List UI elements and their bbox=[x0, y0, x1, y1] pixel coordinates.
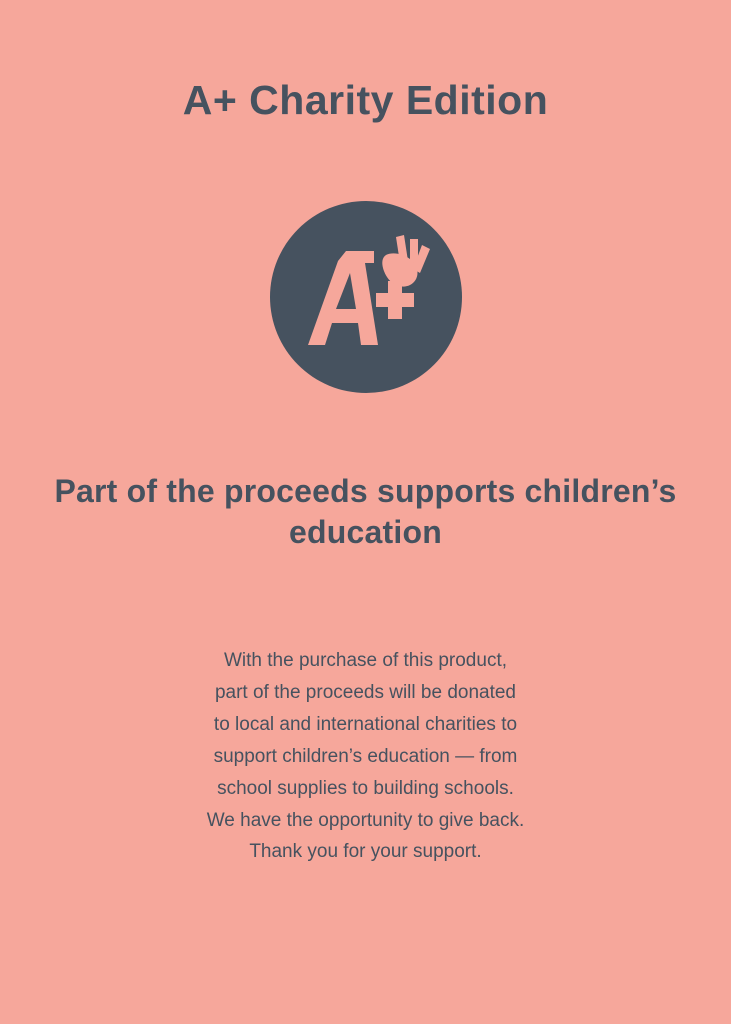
a-plus-circle-logo-icon bbox=[268, 199, 464, 395]
body-line: school supplies to building schools. bbox=[217, 777, 514, 799]
body-line: part of the proceeds will be donated bbox=[214, 681, 516, 703]
body-line: With the purchase of this product, bbox=[223, 650, 508, 671]
headline-line-2: supports children’s education bbox=[289, 473, 677, 551]
body-line: to local and international charities to bbox=[213, 713, 518, 735]
headline-line-1: Part of the proceeds bbox=[54, 473, 368, 510]
body-line: Thank you for your support. bbox=[249, 841, 482, 863]
body-line: support children’s education — from bbox=[213, 745, 518, 767]
body-line: We have the opportunity to give back. bbox=[206, 809, 525, 831]
headline bbox=[36, 471, 696, 553]
page-title: A+ Charity Edition bbox=[182, 77, 549, 123]
body-paragraph bbox=[207, 645, 525, 868]
